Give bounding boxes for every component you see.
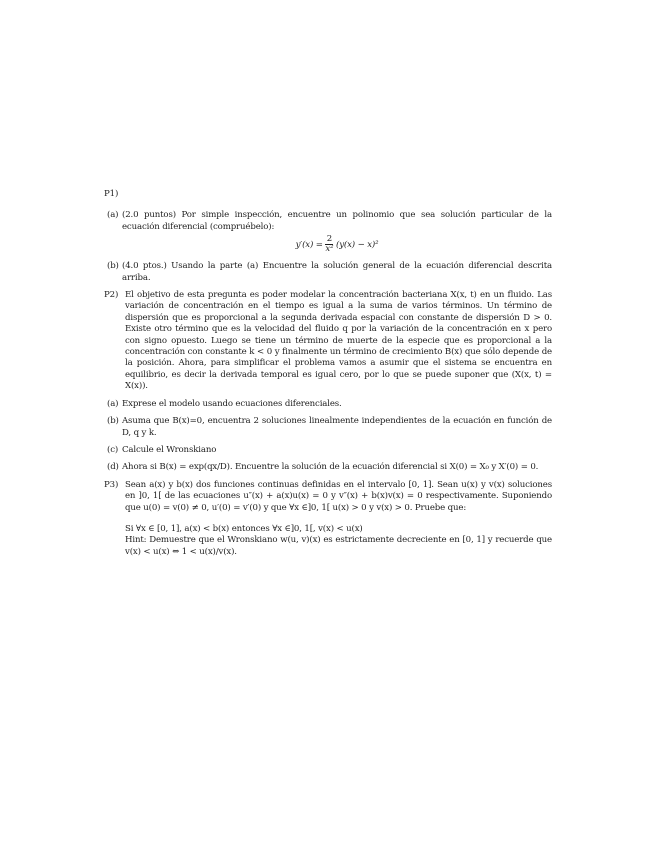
item-text: Asuma que B(x)=0, encuentra 2 soluciones linealmente independientes de la ecuación en función de D, q y k. [122,416,552,438]
problem-2 [104,290,552,393]
equation-fraction [325,235,333,254]
equation-lhs: y′(x) = [295,240,326,251]
item-label: (a) [107,210,119,221]
problem-1-heading: P1) [104,189,119,199]
p2-item-d [104,462,552,473]
problem-text: El objetivo de esta pregunta es poder modelar la concentración bacteriana X(x, t) en un fluido. Las variación de concentración en el tiempo es igual a la suma de varios términos. Un término de dispersión que es proporcional a la segunda derivada espacial con constante de dispersión D > 0. Existe otro término que es la velocidad del fluido q por la variación de la concentración en x pero con signo opuesto. Luego se tiene un término de muerte de la especie que es proporcional a la concentración con constante k < 0 y finalmente un término de crecimiento B(x) que sólo depende de la posición. Ahora, para simplificar el problema vamos a asumir que el sistema se encuentra en equilibrio, es decir la derivada temporal es igual cero, por lo que se puede suponer que (X(x, t) = X(x)). [125,290,552,392]
p1-item-a [104,210,552,255]
item-label: (b) [107,261,119,272]
problem-label: P3) [104,479,119,490]
p3-claim-block [125,524,552,558]
fraction-denominator: x² [325,244,334,255]
problem-label: P2) [104,290,119,301]
item-text: (4.0 ptos.) Usando la parte (a) Encuentre la solución general de la ecuación diferencial descrita arriba. [122,261,552,283]
item-text: Calcule el Wronskiano [122,444,217,455]
p1-equation [122,235,552,254]
p3-hint: Hint: Demuestre que el Wronskiano w(u, v)(x) es estrictamente decreciente en [0, 1] y recuerde que v(x) < u(x) ⇔ 1 < u(x)/v(x). [125,535,552,557]
fraction-numerator: 2 [326,234,333,245]
item-text: Ahora si B(x) = exp(qx/D). Encuentre la solución de la ecuación diferencial si X(0) = X₀ y X′(0) = 0. [122,462,539,473]
problem-text: Sean a(x) y b(x) dos funciones continuas definidas en el intervalo [0, 1]. Sean u(x) y v(x) soluciones en ]0, 1[ de las ecuaciones u″(x) + a(x)u(x) = 0 y v″(x) + b(x)v(x) = 0 respectivamente. Suponiendo que u(0) = v(0) ≠ 0, u′(0) = v′(0) y que ∀x ∈]0, 1[ u(x) > 0 y v(x) > 0. Pruebe que: [125,479,552,513]
equation-rhs: (y(x) − x)² [336,240,379,251]
p2-item-a [104,399,552,410]
p1-item-b [104,261,552,284]
item-label: (a) [107,398,119,409]
p2-item-b [104,416,552,439]
item-label: (d) [107,462,119,473]
problem-3 [104,480,552,514]
p3-claim: Si ∀x ∈ [0, 1], a(x) < b(x) entonces ∀x ∈]0, 1[, v(x) < u(x) [125,523,363,534]
item-text: (2.0 puntos) Por simple inspección, encuentre un polinomio que sea solución particular de la ecuación diferencial (compruébelo): [122,210,552,232]
exam-content [104,189,552,558]
item-label: (b) [107,416,119,427]
item-label: (c) [107,444,119,455]
p2-item-c [104,445,552,456]
item-text: Exprese el modelo usando ecuaciones diferenciales. [122,398,342,409]
